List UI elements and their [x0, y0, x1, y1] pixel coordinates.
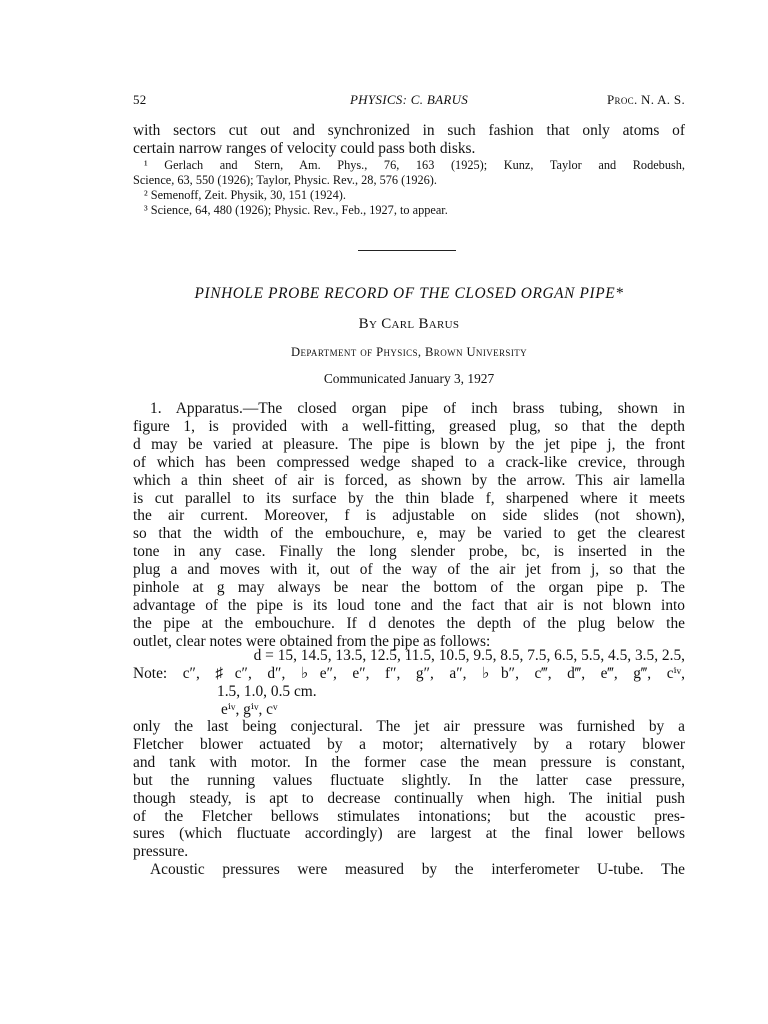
text-line: so that the width of the embouchure, e, may be varied to get the clearest [133, 525, 685, 543]
note-depth-table [133, 647, 685, 719]
text-line: figure 1, is provided with a well-fitting, greased plug, so that the depth [133, 417, 685, 435]
text-line: tone in any case. Finally the long slender probe, bc, is inserted in the [133, 543, 685, 561]
text-line: with sectors cut out and synchronized in such fashion that only atoms of [133, 122, 685, 139]
text-line: pinhole at g may always be near the bottom of the organ pipe p. The [133, 579, 685, 597]
text-line: certain narrow ranges of velocity could pass both disks. [133, 139, 476, 157]
text-line: 1. Apparatus.—The closed organ pipe of inch brass tubing, shown in [150, 400, 685, 417]
footnote-3: ³ Science, 64, 480 (1926); Physic. Rev., Feb., 1927, to appear. [144, 203, 448, 217]
text-line: Acoustic pressures were measured by the interferometer U-tube. The [150, 861, 685, 879]
text-line: advantage of the pipe is its loud tone and the fact that air is not blown into [133, 596, 685, 614]
text-line: but the running values fluctuate slightly. In the latter case pressure, [133, 771, 685, 789]
footnote-1-cont: Science, 63, 550 (1926); Taylor, Physic. Rev., 28, 576 (1926). [133, 173, 437, 187]
text-line: plug a and moves with it, out of the way of the air jet from j, so that the [133, 561, 685, 579]
text-line: the pipe at the embouchure. If d denotes the depth of the plug below the [133, 614, 685, 632]
text-line: pressure. [133, 843, 189, 861]
section-divider [358, 250, 456, 251]
note-values-cont: eⁱᵛ, gⁱᵛ, cᵛ [221, 700, 278, 718]
text-line: Fletcher blower actuated by a motor; alternatively by a rotary blower [133, 735, 685, 753]
text-line: d may be varied at pleasure. The pipe is blown by the jet pipe j, the front [133, 435, 685, 453]
footnotes [133, 158, 685, 218]
text-line: the air current. Moreover, f is adjustable on side slides (not shown), [133, 507, 685, 525]
depth-values-cont: 1.5, 1.0, 0.5 cm. [217, 682, 317, 700]
text-line: of the Fletcher bellows stimulates intonations; but the acoustic pres- [133, 807, 685, 825]
running-header [133, 92, 685, 110]
page-number: 52 [133, 92, 147, 107]
footnote-1: ¹ Gerlach and Stern, Am. Phys., 76, 163 (1925); Kunz, Taylor and Rodebush, [144, 158, 685, 172]
note-values: Note: c″, ♯c″, d″, ♭e″, e″, f″, g″, a″, ♭b″, c‴, d‴, e‴, g‴, cⁱᵛ, [133, 664, 685, 682]
text-line: only the last being conjectural. The jet air pressure was furnished by a [133, 718, 685, 735]
text-line: of which has been compressed wedge shaped to a crack-like crevice, through [133, 453, 685, 471]
article-byline: By Carl Barus [358, 316, 460, 332]
depth-values: d = 15, 14.5, 13.5, 12.5, 11.5, 10.5, 9.5, 8.5, 7.5, 6.5, 5.5, 4.5, 3.5, 2.5, [253, 647, 685, 664]
text-line: which a thin sheet of air is forced, as shown by the arrow. This air lamella [133, 471, 685, 489]
body-paragraph-pressure [133, 718, 685, 879]
previous-article-text [133, 122, 685, 158]
communicated-date: Communicated January 3, 1927 [323, 371, 495, 386]
journal-abbrev: Proc. N. A. S. [607, 92, 685, 107]
text-line: though steady, is apt to decrease continually when high. The initial push [133, 789, 685, 807]
text-line: sures (which fluctuate accordingly) are largest at the final lower bellows [133, 825, 685, 843]
text-line: outlet, clear notes were obtained from the pipe as follows: [133, 632, 491, 650]
text-line: is cut parallel to its surface by the thin blade f, sharpened where it meets [133, 489, 685, 507]
body-paragraph-apparatus [133, 400, 685, 651]
running-title: PHYSICS: C. BARUS [349, 92, 469, 107]
article-title: PINHOLE PROBE RECORD OF THE CLOSED ORGAN PIPE* [194, 285, 624, 302]
footnote-2: ² Semenoff, Zeit. Physik, 30, 151 (1924). [144, 188, 346, 202]
article-affiliation: Department of Physics, Brown University [290, 345, 528, 359]
text-line: and tank with motor. In the former case the mean pressure is constant, [133, 753, 685, 771]
